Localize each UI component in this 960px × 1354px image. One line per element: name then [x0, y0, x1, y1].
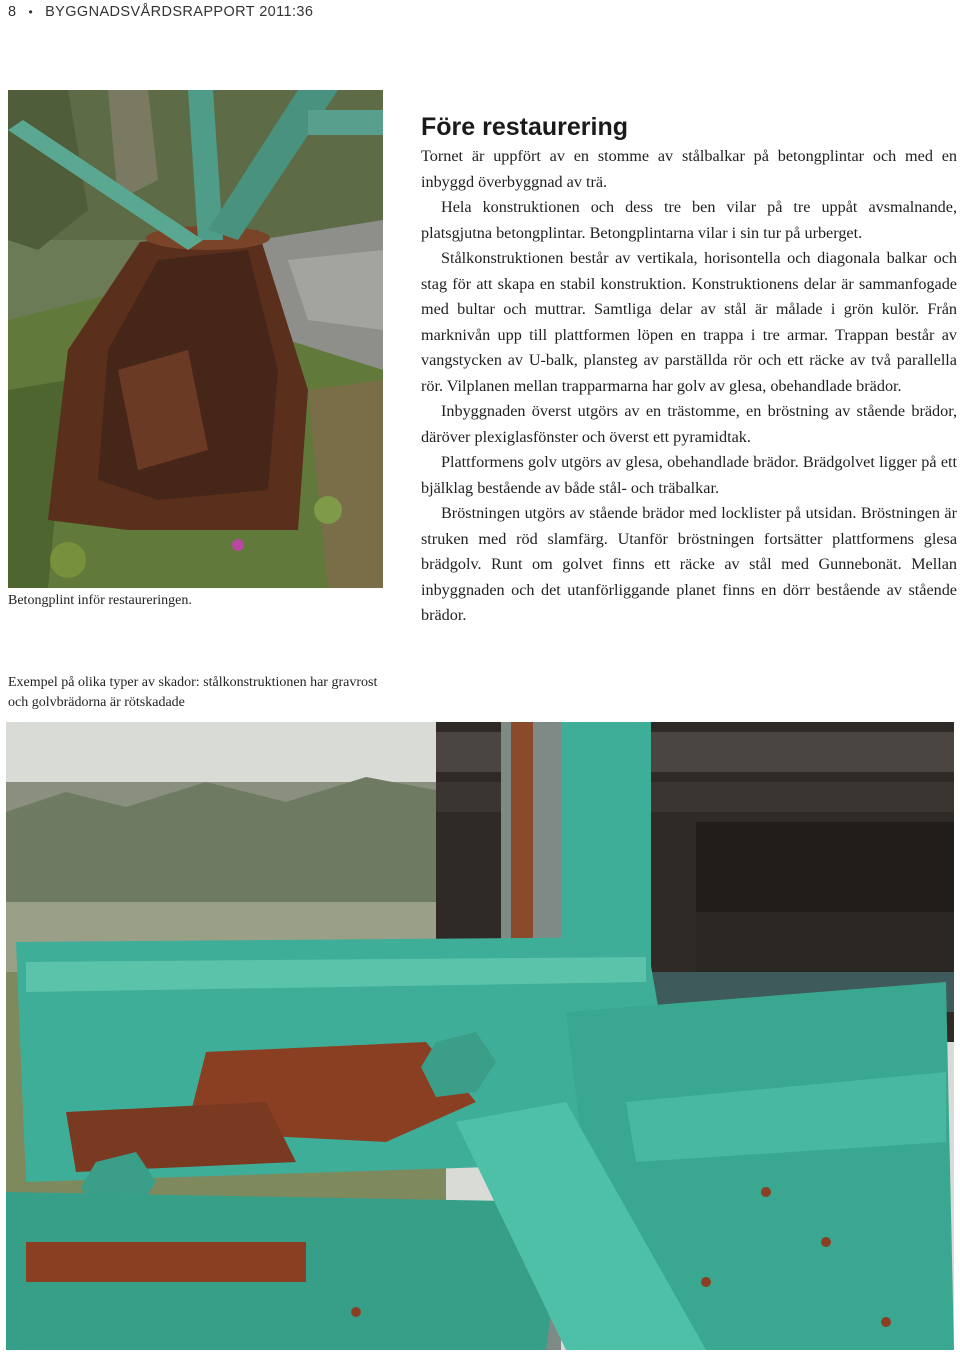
page-header: [8, 2, 313, 22]
article-heading: Före restaurering: [421, 113, 629, 141]
header-separator: •: [28, 5, 34, 19]
bottom-photo-caption: Exempel på olika typer av skador: stålkonstruktionen har gravrost och golvbrädorna är rötskadade: [8, 675, 378, 710]
article-paragraph: Plattformens golv utgörs av glesa, obehandlade brädor. Brädgolvet ligger på ett bjälklag bestående av både stål- och träbalkar.: [421, 453, 957, 497]
damage-photo: [6, 722, 954, 1350]
damage-photo-image: [6, 722, 954, 1350]
article-paragraph: Bröstningen utgörs av stående brädor med locklister på utsidan. Bröstningen är struken med röd slamfärg. Utanför bröstningen fortsätter plattformens glesa brädgolv. Runt om golvet finns ett räcke av stål med Gunnebonät. Mellan inbyggnaden och det utanförliggande planet finns en dörr bestående av stående brädor.: [421, 504, 957, 624]
article-paragraph: Stålkonstruktionen består av vertikala, horisontella och diagonala balkar och stag för att skapa en stabil konstruktion. Konstruktionens delar är sammanfogade med bultar och muttrar. Samtliga delar av stål är målade i grön kulör. Från marknivån upp till plattformen löpen en trappa i tre armar. Trappan består av vangstycken av U-balk, plansteg av parställda rör och ett räcke av två parallella rör. Vilplanen mellan trapparmarna har golv av glesa, obehandlade brädor.: [421, 249, 957, 395]
article-paragraph: Inbyggnaden överst utgörs av en trästomme, en bröstning av stående brädor, däröver plexiglasfönster och överst ett pyramidtak.: [421, 402, 957, 446]
article-paragraph: Tornet är uppfört av en stomme av stålbalkar på betongplintar och med en inbyggd överbyggnad av trä.: [421, 147, 957, 191]
plinth-photo: [8, 90, 383, 588]
plinth-photo-image: [8, 90, 383, 588]
article: [421, 112, 957, 629]
page-number: 8: [8, 4, 17, 20]
article-paragraph: Hela konstruktionen och dess tre ben vilar på tre uppåt avsmalnande, platsgjutna betongplintar. Betongplintarna vilar i sin tur på urberget.: [421, 198, 957, 242]
top-photo-caption: Betongplint inför restaureringen.: [8, 593, 192, 608]
running-title: BYGGNADSVÅRDSRAPPORT 2011:36: [45, 4, 314, 20]
